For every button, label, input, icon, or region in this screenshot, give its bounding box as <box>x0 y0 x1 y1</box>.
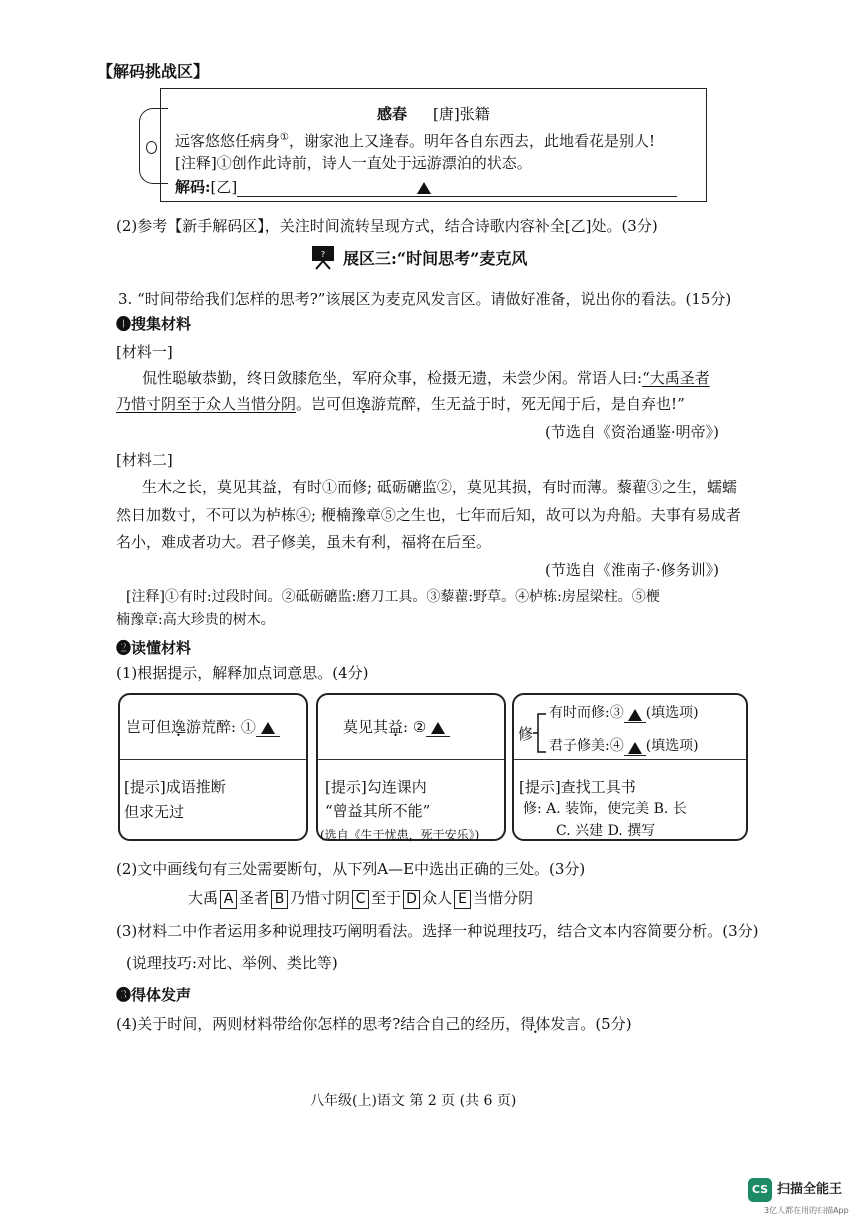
card3-row2-text: 君子修美: <box>549 738 610 754</box>
dotted-word: 逸 <box>356 395 372 413</box>
card2-answer-line[interactable] <box>426 720 450 737</box>
watermark-slogan: 3亿人都在用的扫描App <box>764 1206 849 1215</box>
card3-row1 <box>549 703 699 723</box>
material2-source: (节选自《淮南子·修务训》) <box>545 561 719 579</box>
poem-note-mark: ① <box>280 132 289 143</box>
triangle-icon <box>261 722 275 734</box>
section-title-decode: 【解码挑战区】 <box>97 62 210 81</box>
card1-question <box>126 717 280 737</box>
material1-underlined-quote: “大禹圣者 <box>642 369 710 387</box>
segment-part: 乃惜寸阴 <box>290 889 351 907</box>
question-3-intro: 3. “时间带给我们怎样的思考?”该展区为麦克风发言区。请做好准备，说出你的看法。(15分) <box>118 290 732 308</box>
segment-box-d[interactable]: D <box>403 890 420 909</box>
triangle-icon <box>431 722 445 734</box>
material1-text: 游荒醉，生无益于时，死无闻于后，是自弃也!” <box>371 395 685 413</box>
poem-line-a: 远客悠悠任病身 <box>175 132 281 150</box>
card2-hint: [提示]勾连课内 <box>325 778 427 796</box>
card3-options-2: C. 兴建 D. 撰写 <box>556 823 656 839</box>
dotted-word: 益 <box>388 718 404 736</box>
card2-num: ② <box>412 718 427 736</box>
card2-question <box>343 717 450 737</box>
easel-icon <box>310 244 336 270</box>
segment-part: 当惜分阴 <box>473 889 534 907</box>
material2-label: [材料二] <box>116 451 173 469</box>
card1-text: 游荒醉: <box>186 718 237 736</box>
card1-hint-detail: 但求无过 <box>124 803 185 821</box>
card3-row2-num: ④ <box>609 738 624 754</box>
segment-sentence <box>188 888 533 909</box>
triangle-icon <box>417 182 431 194</box>
step-speak: ❸得体发声 <box>116 986 192 1004</box>
material1-label: [材料一] <box>116 343 173 361</box>
decode-blank-label: [乙] <box>210 178 238 196</box>
card1-num: ① <box>240 718 256 736</box>
triangle-icon <box>628 709 642 721</box>
card3-row1-tag: (填选项) <box>645 705 699 721</box>
decode-answer-line[interactable] <box>237 178 677 197</box>
card1-hint: [提示]成语推断 <box>124 778 226 796</box>
poem-line-b: ，谢家池上又逢春。明年各自东西去，此地看花是别人! <box>288 132 656 150</box>
question-2: (2)参考【新手解码区】，关注时间流转呈现方式，结合诗歌内容补全[乙]处。(3分) <box>116 217 658 235</box>
segment-part: 众人 <box>422 889 453 907</box>
question-2b: (2)文中画线句有三处需要断句，从下列A—E中选出正确的三处。(3分) <box>116 860 586 878</box>
decode-answer-row <box>175 177 677 197</box>
segment-part: 圣者 <box>239 889 270 907</box>
poem-line <box>175 128 655 151</box>
question-3b: (3)材料二中作者运用多种说理技巧阐明看法。选择一种说理技巧，结合文本内容简要分析。(3分) <box>116 922 759 940</box>
card3-row1-answer-line[interactable] <box>624 707 646 723</box>
material1-underlined-sentence: 乃惜寸阴至于众人当惜分阴 <box>116 395 297 413</box>
segment-box-c[interactable]: C <box>352 890 369 909</box>
poem-title: 感春 <box>377 105 408 123</box>
card3-row2 <box>549 736 699 756</box>
material2-line2: 然日加数寸，不可以为栌栋④; 楩楠豫章⑤之生也，七年而后知，故可以为舟船。夫事有易成者 <box>116 506 741 524</box>
material1-source: (节选自《资治通鉴·明帝》) <box>545 423 719 441</box>
triangle-icon <box>628 742 642 754</box>
card3-root: 修 <box>518 725 534 743</box>
bracket-icon <box>533 712 547 754</box>
card3-row2-tag: (填选项) <box>645 738 699 754</box>
question-1: (1)根据提示，解释加点词意思。(4分) <box>116 664 369 682</box>
dotted-word: 得体 <box>520 1015 551 1033</box>
card3-hint: [提示]查找工具书 <box>519 778 636 796</box>
card1-answer-line[interactable] <box>256 720 280 737</box>
decode-label: 解码: <box>175 178 211 196</box>
card3-options-1: 修: A. 装饰，使完美 B. 长 <box>523 801 687 817</box>
question-3b-hint: (说理技巧:对比、举例、类比等) <box>126 954 338 972</box>
poem-note: [注释]①创作此诗前，诗人一直处于远游漂泊的状态。 <box>175 154 532 172</box>
segment-box-b[interactable]: B <box>271 890 288 909</box>
card3-row1-num: ③ <box>609 705 624 721</box>
material1-text: 侃性聪敏恭勤，终日敛膝危坐，军府众事，检摄无遗，未尝少闲。常语人曰: <box>142 369 643 387</box>
material1-text: 。岂可但 <box>296 395 357 413</box>
page-footer: 八年级(上)语文 第 2 页 (共 6 页) <box>310 1093 517 1109</box>
step-understand: ❷读懂材料 <box>116 639 192 657</box>
card2-hint-detail: “曾益其所不能” <box>325 802 431 820</box>
dotted-word: 逸 <box>171 718 187 736</box>
segment-part: 至于 <box>371 889 402 907</box>
card1-text: 岂可但 <box>126 718 172 736</box>
material2-line3: 名小，难成者功大。君子修美，虽未有利，福将在后至。 <box>116 533 492 551</box>
card-divider <box>120 759 306 760</box>
watermark-name: 扫描全能王 <box>777 1182 843 1197</box>
card-divider <box>318 759 504 760</box>
card-divider <box>514 759 746 760</box>
material2-note1: [注释]①有时:过段时间。②砥砺礳监:磨刀工具。③藜藋:野草。④栌栋:房屋梁柱。⑤楩 <box>126 589 660 605</box>
material2-note2: 楠豫章:高大珍贵的树木。 <box>116 612 275 628</box>
material1-line2 <box>116 394 685 414</box>
poem-author: [唐]张籍 <box>433 105 490 123</box>
zone3-title: 展区三:“时间思考”麦克风 <box>343 249 528 268</box>
svg-text:?: ? <box>320 250 326 259</box>
question-4-text: (4)关于时间，两则材料带给你怎样的思考?结合自己的经历， <box>116 1015 521 1033</box>
card2-text: : <box>403 718 409 736</box>
card2-text: 莫见其 <box>343 718 389 736</box>
segment-box-e[interactable]: E <box>454 890 471 909</box>
step-collect: ❶搜集材料 <box>116 315 192 333</box>
question-4 <box>116 1014 632 1034</box>
camscanner-logo-icon: CS <box>748 1178 772 1202</box>
card3-row2-answer-line[interactable] <box>624 740 646 756</box>
card3-row1-text: 有时而修: <box>549 705 610 721</box>
scroll-ring-icon <box>146 141 157 154</box>
question-4-text: 发言。(5分) <box>550 1015 632 1033</box>
card2-hint-source: (选自《生于忧患，死于安乐》) <box>320 828 480 842</box>
material1-line1 <box>142 368 710 388</box>
material2-line1: 生木之长，莫见其益，有时①而修; 砥砺礳监②，莫见其损，有时而薄。藜藋③之生，蠕蠕 <box>142 478 737 496</box>
segment-box-a[interactable]: A <box>220 890 237 909</box>
segment-part: 大禹 <box>188 889 219 907</box>
